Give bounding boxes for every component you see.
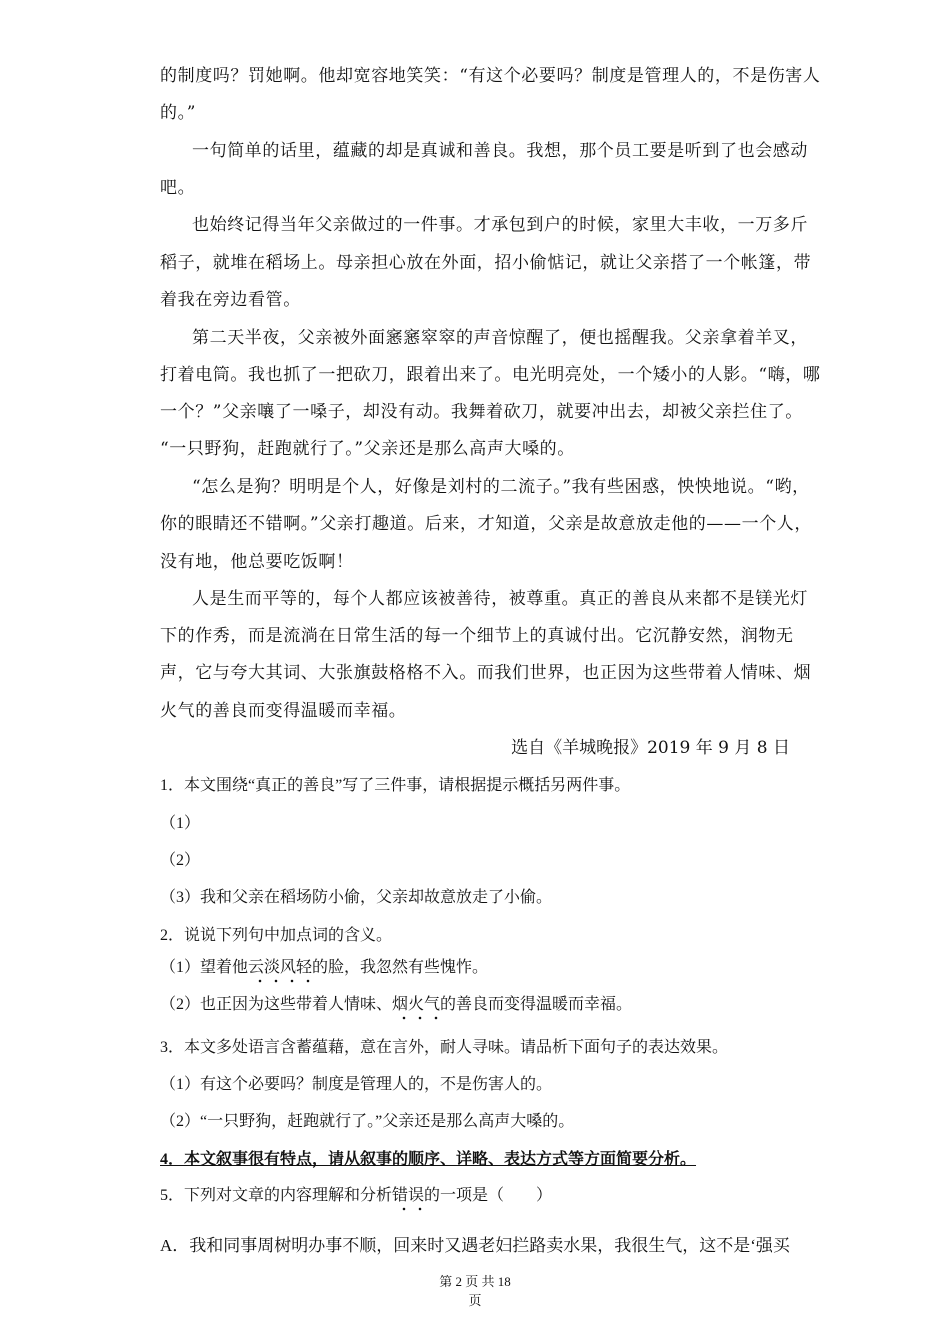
article-line: 也始终记得当年父亲做过的一件事。才承包到户的时候，家里大丰收，一万多斤	[192, 215, 808, 235]
page-footer-line-1: 第 2 页 共 18	[439, 1274, 511, 1289]
question-1-item-2: （2）	[160, 852, 201, 869]
question-2-item-1	[160, 957, 488, 979]
article-line: 打着电筒。我也抓了一把砍刀，跟着出来了。电光明亮处，一个矮小的人影。“嗨，哪	[160, 365, 821, 385]
dotted-word: 云淡风轻	[248, 957, 312, 979]
article-line: 一个？”父亲嚷了一嗓子，却没有动。我舞着砍刀，就要冲出去，却被父亲拦住了。	[160, 402, 803, 422]
question-text: （1）望着他	[160, 959, 249, 976]
article-line: 你的眼睛还不错啊。”父亲打趣道。后来，才知道，父亲是故意放走他的——一个人，	[160, 514, 812, 534]
question-1-item-1: （1）	[160, 815, 201, 832]
dotted-word: 错误	[392, 1185, 424, 1207]
question-5	[160, 1185, 552, 1207]
article-line: “怎么是狗？明明是个人，好像是刘村的二流子。”我有些困惑，怏怏地说。“哟，	[192, 477, 810, 497]
article-line: 下的作秀，而是流淌在日常生活的每一个细节上的真诚付出。它沉静安然，润物无	[160, 626, 794, 646]
article-line: 稻子，就堆在稻场上。母亲担心放在外面，招小偷惦记，就让父亲搭了一个帐篷，带	[160, 253, 812, 273]
question-2: 2．说说下列句中加点词的含义。	[160, 927, 393, 944]
question-2-item-2	[160, 994, 632, 1016]
question-3-item-1: （1）有这个必要吗？制度是管理人的，不是伤害人的。	[160, 1076, 553, 1093]
article-line: 第二天半夜，父亲被外面窸窸窣窣的声音惊醒了，便也摇醒我。父亲拿着羊叉，	[192, 328, 808, 348]
page-footer-line-2: 页	[468, 1293, 482, 1308]
article-line: 一句简单的话里，蕴藏的却是真诚和善良。我想，那个员工要是听到了也会感动	[192, 141, 808, 161]
question-1: 1．本文围绕“真正的善良”写了三件事，请根据提示概括另两件事。	[160, 777, 631, 794]
question-3: 3．本文多处语言含蓄蕴藉，意在言外，耐人寻味。请品析下面句子的表达效果。	[160, 1039, 729, 1056]
question-text: 的善良而变得温暖而幸福。	[440, 996, 633, 1013]
article-line: 的。”	[160, 103, 196, 123]
article-line: 火气的善良而变得温暖而幸福。	[160, 701, 407, 721]
question-3-item-2: （2）“一只野狗，赶跑就行了。”父亲还是那么高声大嗓的。	[160, 1113, 575, 1130]
article-line: 没有地，他总要吃饭啊！	[160, 552, 354, 572]
question-5-option-a: A．我和同事周树明办事不顺，回来时又遇老妇拦路卖水果，我很生气，这不是‘强买	[160, 1236, 790, 1255]
article-line: 人是生而平等的，每个人都应该被善待，被尊重。真正的善良从来都不是镁光灯	[192, 589, 808, 609]
article-line: 声，它与夸大其词、大张旗鼓格格不入。而我们世界，也正因为这些带着人情味、烟	[160, 663, 812, 683]
question-1-item-3: （3）我和父亲在稻场防小偷，父亲却故意放走了小偷。	[160, 889, 553, 906]
question-4: 4．本文叙事很有特点，请从叙事的顺序、详略、表达方式等方面简要分析。	[160, 1151, 697, 1168]
question-text: （2）也正因为这些带着人情味、	[160, 996, 393, 1013]
question-text: 的脸，我忽然有些愧怍。	[312, 959, 489, 976]
question-text: 5．下列对文章的内容理解和分析	[160, 1187, 393, 1204]
question-text: 的一项是（ ）	[424, 1187, 553, 1204]
article-source: 选自《羊城晚报》2019 年 9 月 8 日	[511, 738, 790, 758]
article-line: 的制度吗？罚她啊。他却宽容地笑笑：“有这个必要吗？制度是管理人的，不是伤害人	[160, 66, 821, 86]
article-line: 着我在旁边看管。	[160, 290, 301, 310]
dotted-word: 烟火气	[392, 994, 440, 1016]
article-line: “一只野狗，赶跑就行了。”父亲还是那么高声大嗓的。	[160, 439, 575, 459]
article-line: 吧。	[160, 178, 196, 198]
